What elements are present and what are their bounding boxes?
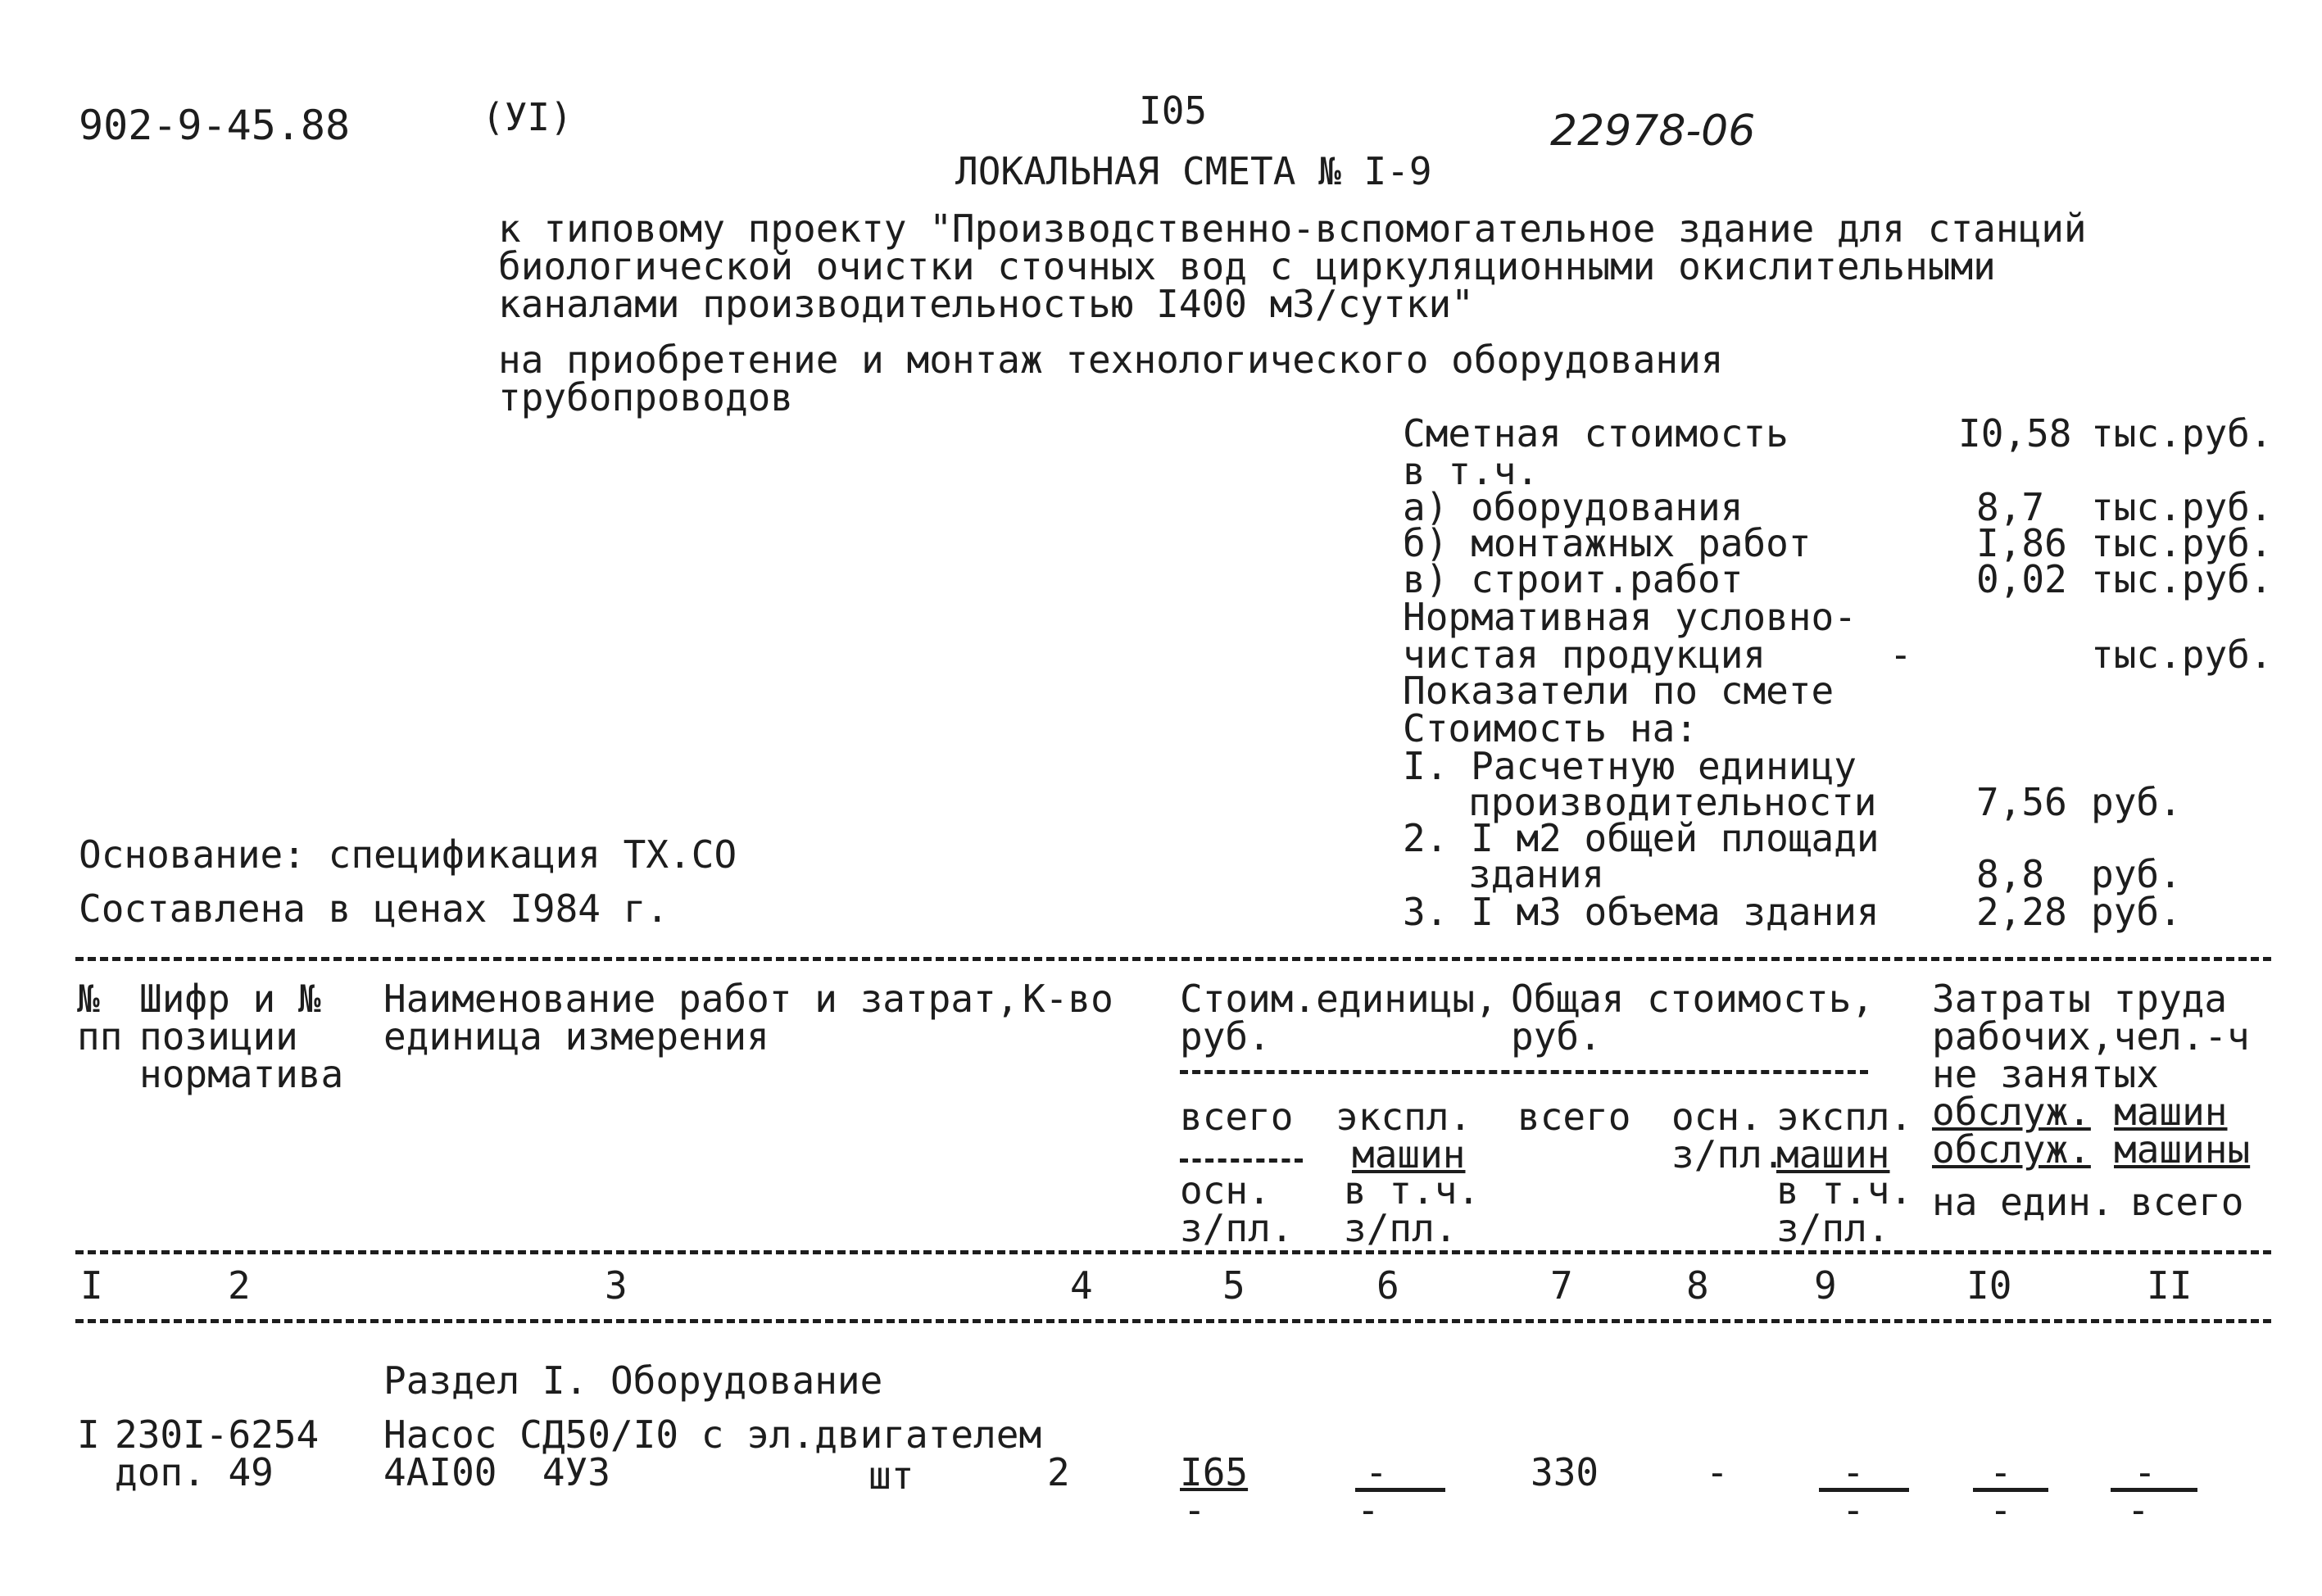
indicator-3-value: 2,28 [1976, 890, 2067, 934]
indicator-1-value: 7,56 [1976, 780, 2067, 824]
header-col5-rule [1180, 1158, 1303, 1163]
document-title: ЛОКАЛЬНАЯ СМЕТА № I-9 [955, 149, 1432, 193]
header-col8-b: з/пл. [1671, 1132, 1785, 1177]
col-number-11: II [2147, 1263, 2193, 1308]
header-col7: всего [1517, 1095, 1631, 1139]
header-no-2: пп [77, 1014, 123, 1059]
row1-col10-dash: - [1989, 1450, 2012, 1494]
volume-label: (УI) [482, 95, 573, 139]
col-number-5: 5 [1222, 1263, 1245, 1308]
row1-col9-dash: - [1842, 1450, 1865, 1494]
doc-number: 22978-06 [1550, 107, 1756, 156]
installation-label: б) монтажных работ [1403, 521, 1812, 565]
header-labor-4b: машин [2114, 1090, 2228, 1134]
col-number-9: 9 [1814, 1263, 1837, 1308]
row1-col10-sub: - [1989, 1488, 2012, 1532]
col-number-2: 2 [228, 1263, 251, 1308]
indicator-1-label-2: производительности [1468, 780, 1877, 824]
indicators-label: Показатели по смете [1403, 669, 1834, 713]
indicator-2-value: 8,8 [1976, 852, 2045, 896]
header-col8-a: осн. [1671, 1095, 1762, 1139]
row1-unit-cost-sub: - [1183, 1488, 1206, 1532]
indicator-3-unit: руб. [2091, 890, 2182, 934]
row1-no: I [77, 1412, 100, 1457]
header-col5-b: осн. [1180, 1168, 1271, 1213]
header-bottom-rule [75, 1250, 2271, 1254]
section-title: Раздел I. Оборудование [383, 1358, 883, 1403]
subtitle-line-5: трубопроводов [498, 375, 794, 419]
doc-code: 902-9-45.88 [79, 102, 351, 149]
header-cost-subrule [1180, 1070, 1868, 1074]
header-code-3: норматива [139, 1052, 344, 1096]
construction-value: 0,02 [1976, 557, 2067, 601]
header-labor-3: не занятых [1932, 1052, 2159, 1096]
row1-col11-dash: - [2134, 1450, 2156, 1494]
subtitle-line-2: биологической очистки сточных вод с циркуляционными окислительными [498, 244, 1996, 288]
header-labor-5a: обслуж. [1932, 1127, 2091, 1172]
estimated-cost-label: Сметная стоимость [1403, 411, 1789, 456]
prices-line: Составлена в ценах I984 г. [79, 886, 669, 931]
row1-unit-cost: I65 [1180, 1450, 1249, 1494]
equipment-unit: тыс.руб. [2091, 485, 2273, 529]
normative-dash: - [1889, 633, 1912, 677]
estimated-cost-value: I0,58 [1958, 411, 2072, 456]
header-unit-cost-2: руб. [1180, 1014, 1271, 1059]
page-number: I05 [1139, 88, 1208, 133]
header-labor-6b: всего [2130, 1180, 2244, 1224]
installation-unit: тыс.руб. [2091, 521, 2273, 565]
row1-unit: шт [868, 1453, 914, 1498]
header-labor-2: рабочих,чел.-ч [1932, 1014, 2250, 1059]
including-label: в т.ч. [1403, 449, 1540, 493]
col-number-4: 4 [1070, 1263, 1093, 1308]
header-col6-b: машин [1352, 1132, 1466, 1177]
col-number-6: 6 [1376, 1263, 1399, 1308]
header-no-1: № [77, 977, 100, 1021]
header-total-cost-1: Общая стоимость, [1511, 977, 1875, 1021]
row1-qty: 2 [1047, 1450, 1070, 1494]
header-col6-d: з/пл. [1344, 1206, 1458, 1250]
header-labor-1: Затраты труда [1932, 977, 2228, 1021]
col-number-10: I0 [1966, 1263, 2012, 1308]
header-col5-c: з/пл. [1180, 1206, 1294, 1250]
col-number-3: 3 [605, 1263, 628, 1308]
header-unit-cost-1: Стоим.единицы, [1180, 977, 1498, 1021]
row1-base-wage: - [1706, 1450, 1729, 1494]
header-col9-c: в т.ч. [1776, 1168, 1913, 1213]
indicator-2-label-2: здания [1468, 852, 1605, 896]
table-top-rule [75, 957, 2271, 961]
header-col6-a: экспл. [1336, 1095, 1472, 1139]
row1-code-1: 230I-6254 [115, 1412, 320, 1457]
construction-unit: тыс.руб. [2091, 557, 2273, 601]
header-col9-d: з/пл. [1776, 1206, 1890, 1250]
row1-name-2: 4АI00 4У3 [383, 1450, 610, 1494]
row1-code-2: доп. 49 [115, 1450, 274, 1494]
col-number-8: 8 [1686, 1263, 1709, 1308]
header-labor-4a: обслуж. [1932, 1090, 2091, 1134]
equipment-value: 8,7 [1976, 485, 2045, 529]
row1-total: 330 [1531, 1450, 1599, 1494]
subtitle-line-4: на приобретение и монтаж технологического оборудования [498, 338, 1724, 382]
normative-unit: тыс.руб. [2091, 633, 2273, 677]
header-col5-a: всего [1180, 1095, 1294, 1139]
estimated-cost-unit: тыс.руб. [2091, 411, 2273, 456]
row1-col6-dash: - [1365, 1450, 1388, 1494]
col-number-7: 7 [1550, 1263, 1573, 1308]
indicator-1-unit: руб. [2091, 780, 2182, 824]
indicator-2-unit: руб. [2091, 852, 2182, 896]
row1-col11-rule [2111, 1488, 2197, 1492]
cost-on-label: Стоимость на: [1403, 706, 1698, 750]
row1-name-1: Насос СД50/I0 с эл.двигателем [383, 1412, 1042, 1457]
col-numbers-rule [75, 1319, 2271, 1323]
equipment-label: а) оборудования [1403, 485, 1744, 529]
basis-line: Основание: спецификация ТХ.СО [79, 832, 737, 877]
indicator-2-label-1: 2. I м2 общей площади [1403, 816, 1880, 860]
normative-label-1: Нормативная условно- [1403, 595, 1857, 639]
header-col9-b: машин [1776, 1132, 1890, 1177]
col-number-1: I [80, 1263, 103, 1308]
header-col9-a: экспл. [1776, 1095, 1913, 1139]
construction-label: в) строит.работ [1403, 557, 1744, 601]
header-col6-c: в т.ч. [1344, 1168, 1481, 1213]
subtitle-line-3: каналами производительностью I400 м3/сутки" [498, 282, 1474, 326]
subtitle-line-1: к типовому проекту "Производственно-вспомогательное здание для станций [498, 206, 2087, 251]
indicator-3-label: 3. I м3 объема здания [1403, 890, 1880, 934]
row1-col6-sub: - [1357, 1488, 1380, 1532]
normative-label-2: чистая продукция [1403, 633, 1766, 677]
indicator-1-label-1: I. Расчетную единицу [1403, 744, 1857, 788]
installation-value: I,86 [1976, 521, 2067, 565]
header-labor-6a: на един. [1932, 1180, 2114, 1224]
header-name-1: Наименование работ и затрат, [383, 977, 1019, 1021]
header-qty: К-во [1023, 977, 1113, 1021]
row1-col11-sub: - [2127, 1488, 2150, 1532]
header-name-2: единица измерения [383, 1014, 769, 1059]
header-code-1: Шифр и № [139, 977, 321, 1021]
header-code-2: позиции [139, 1014, 298, 1059]
header-total-cost-2: руб. [1511, 1014, 1602, 1059]
header-labor-5b: машины [2114, 1127, 2251, 1172]
row1-col9-sub: - [1842, 1488, 1865, 1532]
